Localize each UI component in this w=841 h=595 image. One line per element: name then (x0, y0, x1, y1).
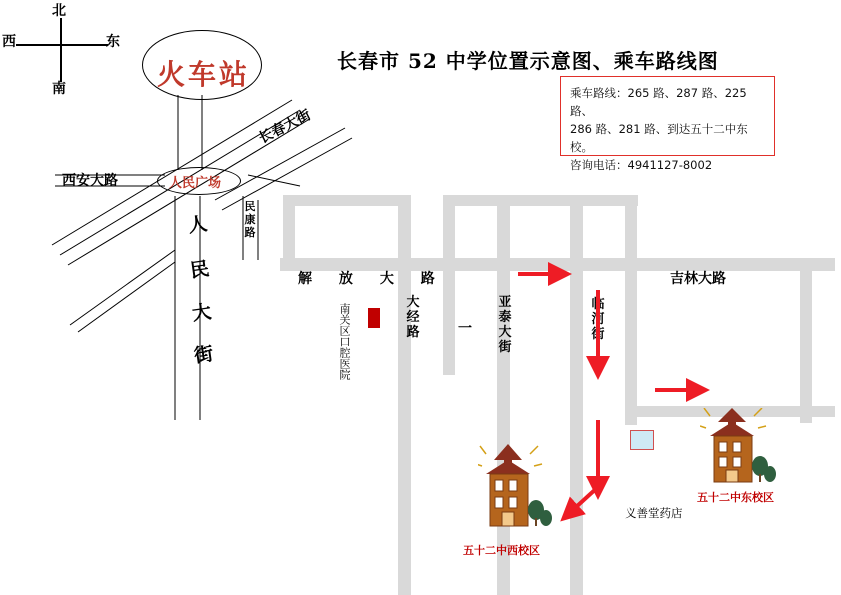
page-title: 长春市 52 中学位置示意图、乘车路线图 (337, 49, 719, 73)
road-label-changchun-dajie: 长春大街 (256, 107, 314, 147)
jiefang-char-0: 解 (298, 271, 312, 287)
info-line-3: 咨询电话：4941127-8002 (570, 158, 713, 172)
school-west-label: 五十二中西校区 (463, 544, 540, 557)
minkang-char-1: 康 (244, 213, 256, 226)
dajing-char-2: 路 (406, 325, 420, 340)
jiefang-char-3: 路 (420, 271, 435, 287)
road-label-renmin-dajie-char-1: 民 (188, 257, 211, 283)
info-line-1: 乘车路线：265 路、287 路、225 路、 (570, 86, 747, 118)
minkang-char-2: 路 (244, 226, 256, 239)
school-east-svg (700, 408, 778, 488)
peoples-square-label: 人民广场 (169, 176, 222, 191)
road-label-dash: 一 (458, 321, 472, 337)
compass-east-label: 东 (106, 34, 120, 50)
road-label-jilin-dalu: 吉林大路 (670, 271, 726, 287)
minkang-char-0: 民 (244, 200, 256, 213)
compass-north-label: 北 (52, 3, 66, 19)
compass-south-label: 南 (52, 81, 66, 97)
yatai-char-2: 大 (498, 325, 512, 340)
yatai-char-3: 街 (498, 340, 512, 355)
yatai-char-0: 亚 (498, 295, 512, 310)
school-east-label: 五十二中东校区 (697, 491, 774, 504)
dajing-char-1: 经 (406, 310, 420, 325)
road-label-renmin-dajie-char-3: 街 (192, 342, 215, 368)
linhe-char-2: 街 (591, 327, 605, 342)
arrow-to-west-school (575, 487, 598, 508)
road-label-renmin-dajie-char-2: 大 (190, 300, 213, 326)
dajing-char-0: 大 (406, 295, 420, 310)
yatai-char-1: 泰 (498, 310, 512, 325)
school-west-svg (478, 444, 556, 534)
jiefang-char-2: 大 (379, 271, 394, 287)
road-label-renmin-dajie-char-0: 人 (186, 212, 209, 238)
linhe-char-1: 河 (591, 312, 605, 327)
compass-west-label: 西 (2, 34, 16, 50)
info-line-2: 286 路、281 路、到达五十二中东校。 (570, 122, 748, 154)
road-label-xian-dalu: 西安大路 (62, 173, 118, 189)
train-station-label: 火车站 (157, 58, 251, 91)
jiefang-char-1: 放 (338, 271, 353, 287)
school-east-building (700, 408, 778, 488)
pharmacy-label: 义善堂药店 (625, 506, 683, 520)
hospital-label-vertical: 南关区口腔医院 (338, 303, 351, 380)
school-west-building (478, 444, 556, 534)
linhe-char-0: 临 (591, 297, 605, 312)
